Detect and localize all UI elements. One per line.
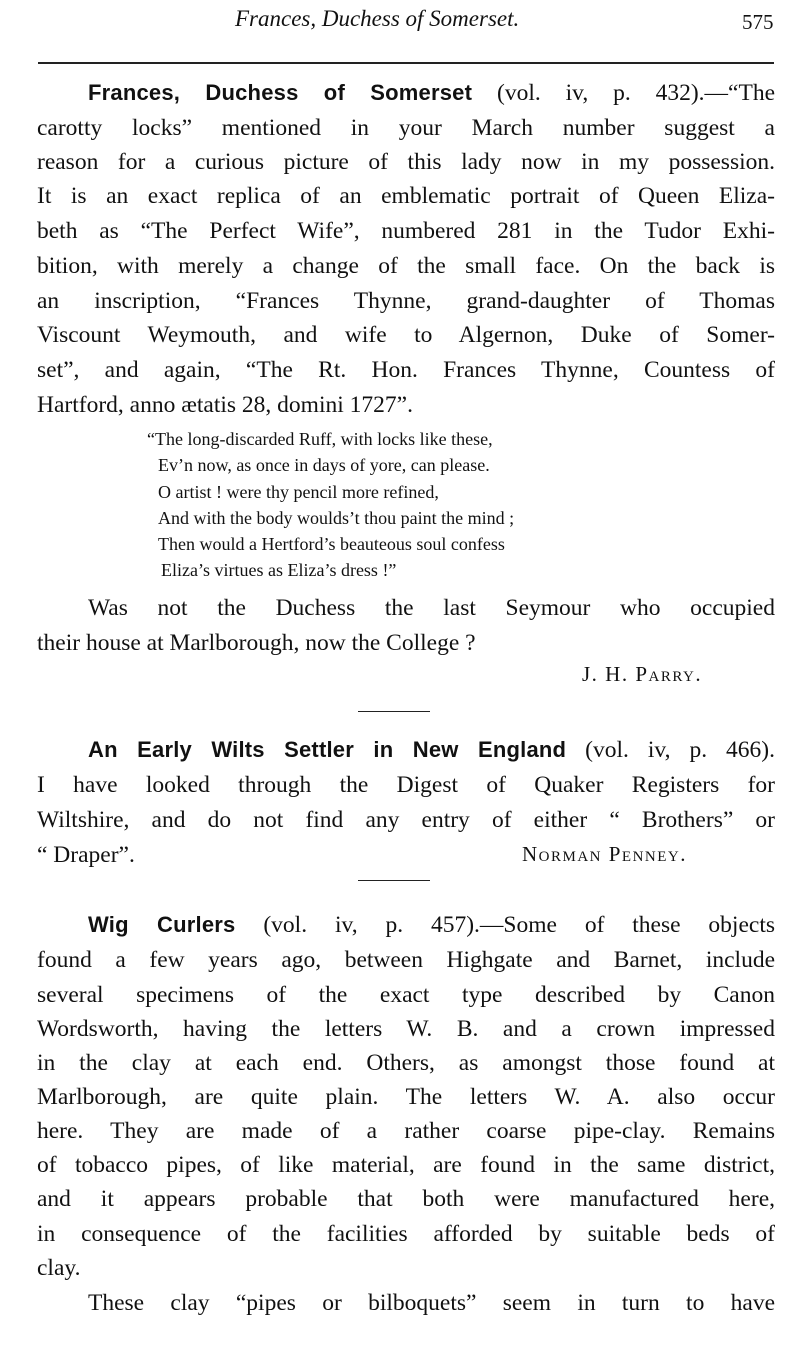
article-3-first-line	[88, 910, 775, 940]
page-number: 575	[742, 10, 774, 34]
section-divider	[358, 880, 430, 881]
poem-line: And with the body woulds’t thou paint the mind ;	[158, 508, 515, 528]
text-line: Wiltshire, and do not find any entry of either “ Brothers” or	[37, 807, 775, 833]
running-header: Frances, Duchess of Somerset.	[235, 6, 520, 31]
article-3-text: (vol. iv, p. 457).—Some of these objects	[235, 912, 775, 938]
text-line: carotty locks” mentioned in your March number suggest a	[37, 115, 775, 141]
article-3-heading: Wig Curlers	[88, 912, 236, 937]
signature: J. H. Parry.	[582, 662, 703, 686]
text-line: their house at Marlborough, now the College ?	[37, 630, 476, 656]
text-line: It is an exact replica of an emblematic portrait of Queen Eliza-	[37, 183, 775, 209]
text-line: in consequence of the facilities afforded by suitable beds of	[37, 1221, 775, 1247]
article-2-text: (vol. iv, p. 466).	[566, 737, 776, 763]
text-line: Hartford, anno ætatis 28, domini 1727”.	[37, 392, 413, 418]
article-1-heading: Frances, Duchess of Somerset	[88, 80, 473, 105]
article-2-heading: An Early Wilts Settler in New England	[88, 737, 567, 762]
text-line: and it appears probable that both were manufactured here,	[37, 1186, 775, 1212]
text-line: reason for a curious picture of this lady now in my possession.	[37, 149, 775, 175]
text-line: several specimens of the exact type described by Canon	[37, 982, 775, 1008]
poem-line: Then would a Hertford’s beauteous soul confess	[158, 534, 505, 554]
poem-line: Ev’n now, as once in days of yore, can please.	[158, 455, 490, 475]
header-rule	[38, 62, 774, 64]
text-line: Viscount Weymouth, and wife to Algernon, Duke of Somer-	[37, 322, 775, 348]
text-line: Wordsworth, having the letters W. B. and a crown impressed	[37, 1016, 775, 1042]
text-line: in the clay at each end. Others, as amongst those found at	[37, 1050, 775, 1076]
text-line: beth as “The Perfect Wife”, numbered 281 in the Tudor Exhi-	[37, 218, 775, 244]
text-line: I have looked through the Digest of Quaker Registers for	[37, 772, 775, 798]
text-line: set”, and again, “The Rt. Hon. Frances Thynne, Countess of	[37, 357, 775, 383]
article-1-text: (vol. iv, p. 432).—“The	[472, 80, 775, 106]
text-line: Was not the Duchess the last Seymour who occupied	[88, 595, 775, 621]
article-1-first-line	[88, 78, 775, 108]
text-line: here. They are made of a rather coarse pipe-clay. Remains	[37, 1118, 775, 1144]
section-divider	[358, 711, 430, 712]
text-line: clay.	[37, 1255, 81, 1281]
poem-line: Eliza’s virtues as Eliza’s dress !”	[161, 560, 397, 580]
article-2-first-line	[88, 735, 775, 765]
text-line: “ Draper”.	[37, 842, 135, 868]
text-line: Marlborough, are quite plain. The letters W. A. also occur	[37, 1084, 775, 1110]
text-line: an inscription, “Frances Thynne, grand-daughter of Thomas	[37, 288, 775, 314]
text-line: found a few years ago, between Highgate and Barnet, include	[37, 947, 775, 973]
text-line: These clay “pipes or bilboquets” seem in turn to have	[88, 1290, 775, 1316]
poem-line: “The long-discarded Ruff, with locks like these,	[147, 429, 493, 449]
signature: Norman Penney.	[522, 842, 688, 866]
text-line: of tobacco pipes, of like material, are found in the same district,	[37, 1152, 775, 1178]
text-line: bition, with merely a change of the small face. On the back is	[37, 253, 775, 279]
poem-line: O artist ! were thy pencil more refined,	[158, 482, 439, 502]
